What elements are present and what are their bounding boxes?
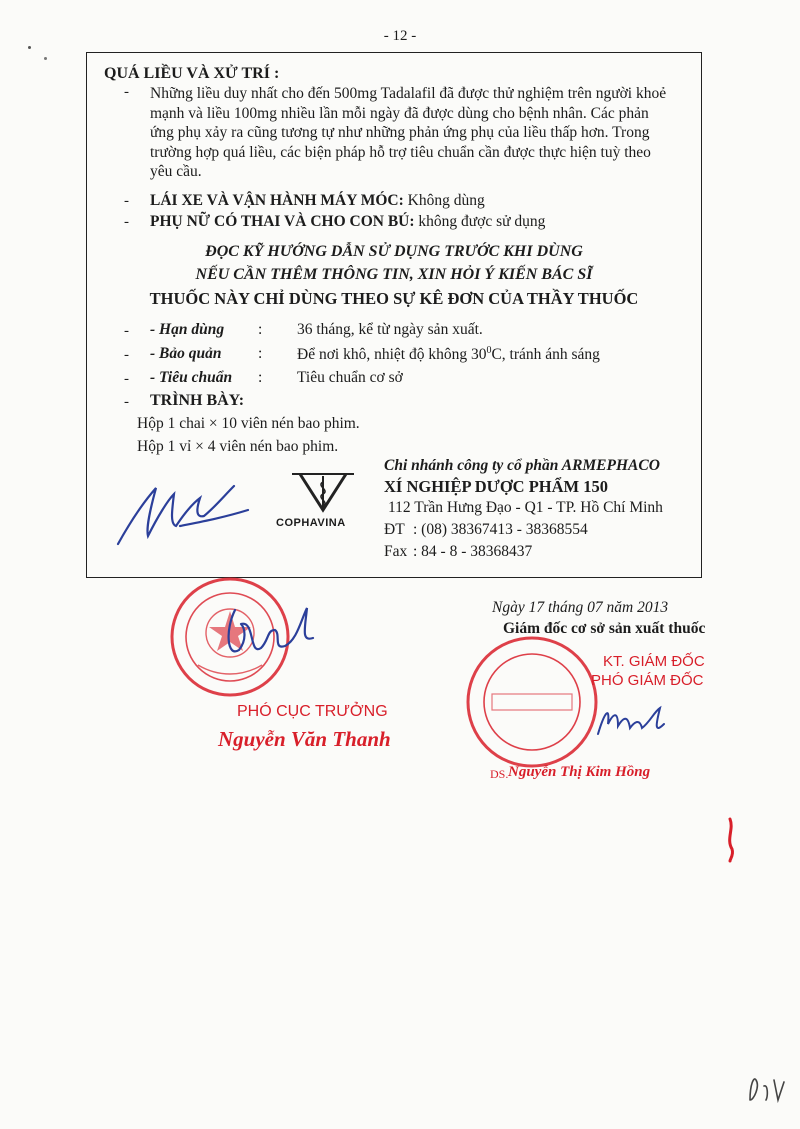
degree-superscript: 0 bbox=[486, 345, 492, 356]
overdose-line: mạnh và liều 100mg nhiều lần mỗi ngày đã được dùng cho bệnh nhân. Các phản bbox=[150, 104, 649, 122]
cophavina-logo-icon bbox=[288, 470, 358, 520]
storage-text: Để nơi khô, nhiệt độ không 30 bbox=[297, 346, 487, 364]
overdose-heading: QUÁ LIỀU VÀ XỬ TRÍ : bbox=[104, 65, 280, 82]
bullet-dash: - bbox=[124, 347, 129, 363]
right-signer-title-1: KT. GIÁM ĐỐC bbox=[603, 653, 705, 670]
overdose-line: yêu cầu. bbox=[150, 163, 202, 180]
spec-label-expiry: - Hạn dùng bbox=[150, 321, 225, 338]
bullet-dash: - bbox=[124, 84, 129, 100]
overdose-line: trường hợp quá liều, các biện pháp hỗ trợ tiêu chuẩn cần được thực hiện tuỳ theo bbox=[150, 143, 651, 161]
signature-blue-mark bbox=[110, 466, 260, 556]
notice-read-instructions: ĐỌC KỸ HƯỚNG DẪN SỬ DỤNG TRƯỚC KHI DÙNG bbox=[205, 243, 583, 260]
pregnancy-line bbox=[150, 213, 545, 231]
spec-value-expiry: 36 tháng, kể từ ngày sản xuất. bbox=[297, 321, 483, 338]
driving-label: LÁI XE VÀ VẬN HÀNH MÁY MÓC: bbox=[150, 192, 404, 209]
left-signer-name: Nguyễn Văn Thanh bbox=[218, 727, 391, 751]
company-phone-label: ĐT bbox=[384, 521, 405, 538]
presentation-line: Hộp 1 chai × 10 viên nén bao phim. bbox=[137, 415, 360, 432]
cophavina-logo-text: COPHAVINA bbox=[276, 517, 346, 529]
company-fax: : 84 - 8 - 38368437 bbox=[413, 543, 533, 560]
pregnancy-label: PHỤ NỮ CÓ THAI VÀ CHO CON BÚ: bbox=[150, 213, 415, 230]
presentation-heading: TRÌNH BÀY: bbox=[150, 392, 245, 409]
overdose-paragraph bbox=[150, 84, 695, 182]
right-signer-name-prefix: DS. bbox=[490, 767, 509, 781]
bullet-dash: - bbox=[124, 371, 129, 387]
spec-label-storage: - Bảo quản bbox=[150, 345, 222, 362]
company-branch: Chi nhánh công ty cổ phần ARMEPHACO bbox=[384, 457, 660, 474]
initials-mark bbox=[744, 1070, 794, 1110]
company-fax-label: Fax bbox=[384, 543, 408, 560]
left-signer-title: PHÓ CỤC TRƯỞNG bbox=[237, 703, 388, 720]
bullet-dash: - bbox=[124, 193, 129, 209]
spec-label-standard: - Tiêu chuẩn bbox=[150, 369, 233, 386]
driving-value: Không dùng bbox=[403, 192, 485, 209]
spec-colon: : bbox=[258, 321, 263, 338]
storage-text: C, tránh ánh sáng bbox=[491, 346, 600, 364]
spec-value-storage bbox=[297, 345, 600, 364]
bullet-dash: - bbox=[124, 214, 129, 230]
notice-prescription-only: THUỐC NÀY CHỈ DÙNG THEO SỰ KÊ ĐƠN CỦA THẦY THUỐC bbox=[149, 289, 639, 308]
driving-line bbox=[150, 192, 485, 210]
company-address: 112 Trần Hưng Đạo - Q1 - TP. Hồ Chí Minh bbox=[388, 499, 663, 516]
date-line: Ngày 17 tháng 07 năm 2013 bbox=[492, 599, 669, 616]
pregnancy-value: không được sử dụng bbox=[414, 213, 546, 230]
bullet-dash: - bbox=[124, 394, 129, 410]
presentation-line: Hộp 1 vỉ × 4 viên nén bao phim. bbox=[137, 438, 339, 455]
company-factory: XÍ NGHIỆP DƯỢC PHẨM 150 bbox=[384, 477, 608, 496]
overdose-line: Những liều duy nhất cho đến 500mg Tadalafil đã được thử nghiệm trên người khoẻ bbox=[150, 85, 667, 102]
spec-colon: : bbox=[258, 369, 263, 386]
page-number: - 12 - bbox=[383, 28, 417, 44]
overdose-line: ứng phụ xảy ra cũng tương tự như những phản ứng phụ của liều thấp hơn. Trong bbox=[150, 124, 650, 141]
signature-blue-mark bbox=[594, 694, 674, 744]
spec-colon: : bbox=[258, 345, 263, 362]
company-seal-stamp bbox=[462, 632, 602, 772]
signature-blue-mark bbox=[205, 600, 325, 680]
company-phone: : (08) 38367413 - 38368554 bbox=[413, 521, 588, 538]
right-signer-name: Nguyễn Thị Kim Hồng bbox=[508, 764, 651, 780]
margin-red-mark bbox=[720, 815, 740, 865]
scan-speck bbox=[44, 57, 47, 60]
bullet-dash: - bbox=[124, 323, 129, 339]
spec-value-standard: Tiêu chuẩn cơ sở bbox=[297, 369, 403, 386]
notice-ask-doctor: NẾU CẦN THÊM THÔNG TIN, XIN HỎI Ý KIẾN BÁC SĨ bbox=[195, 266, 593, 283]
scan-speck bbox=[28, 46, 31, 49]
director-title: Giám đốc cơ sở sản xuất thuốc bbox=[503, 620, 706, 637]
right-signer-title-2: PHÓ GIÁM ĐỐC bbox=[591, 672, 704, 689]
